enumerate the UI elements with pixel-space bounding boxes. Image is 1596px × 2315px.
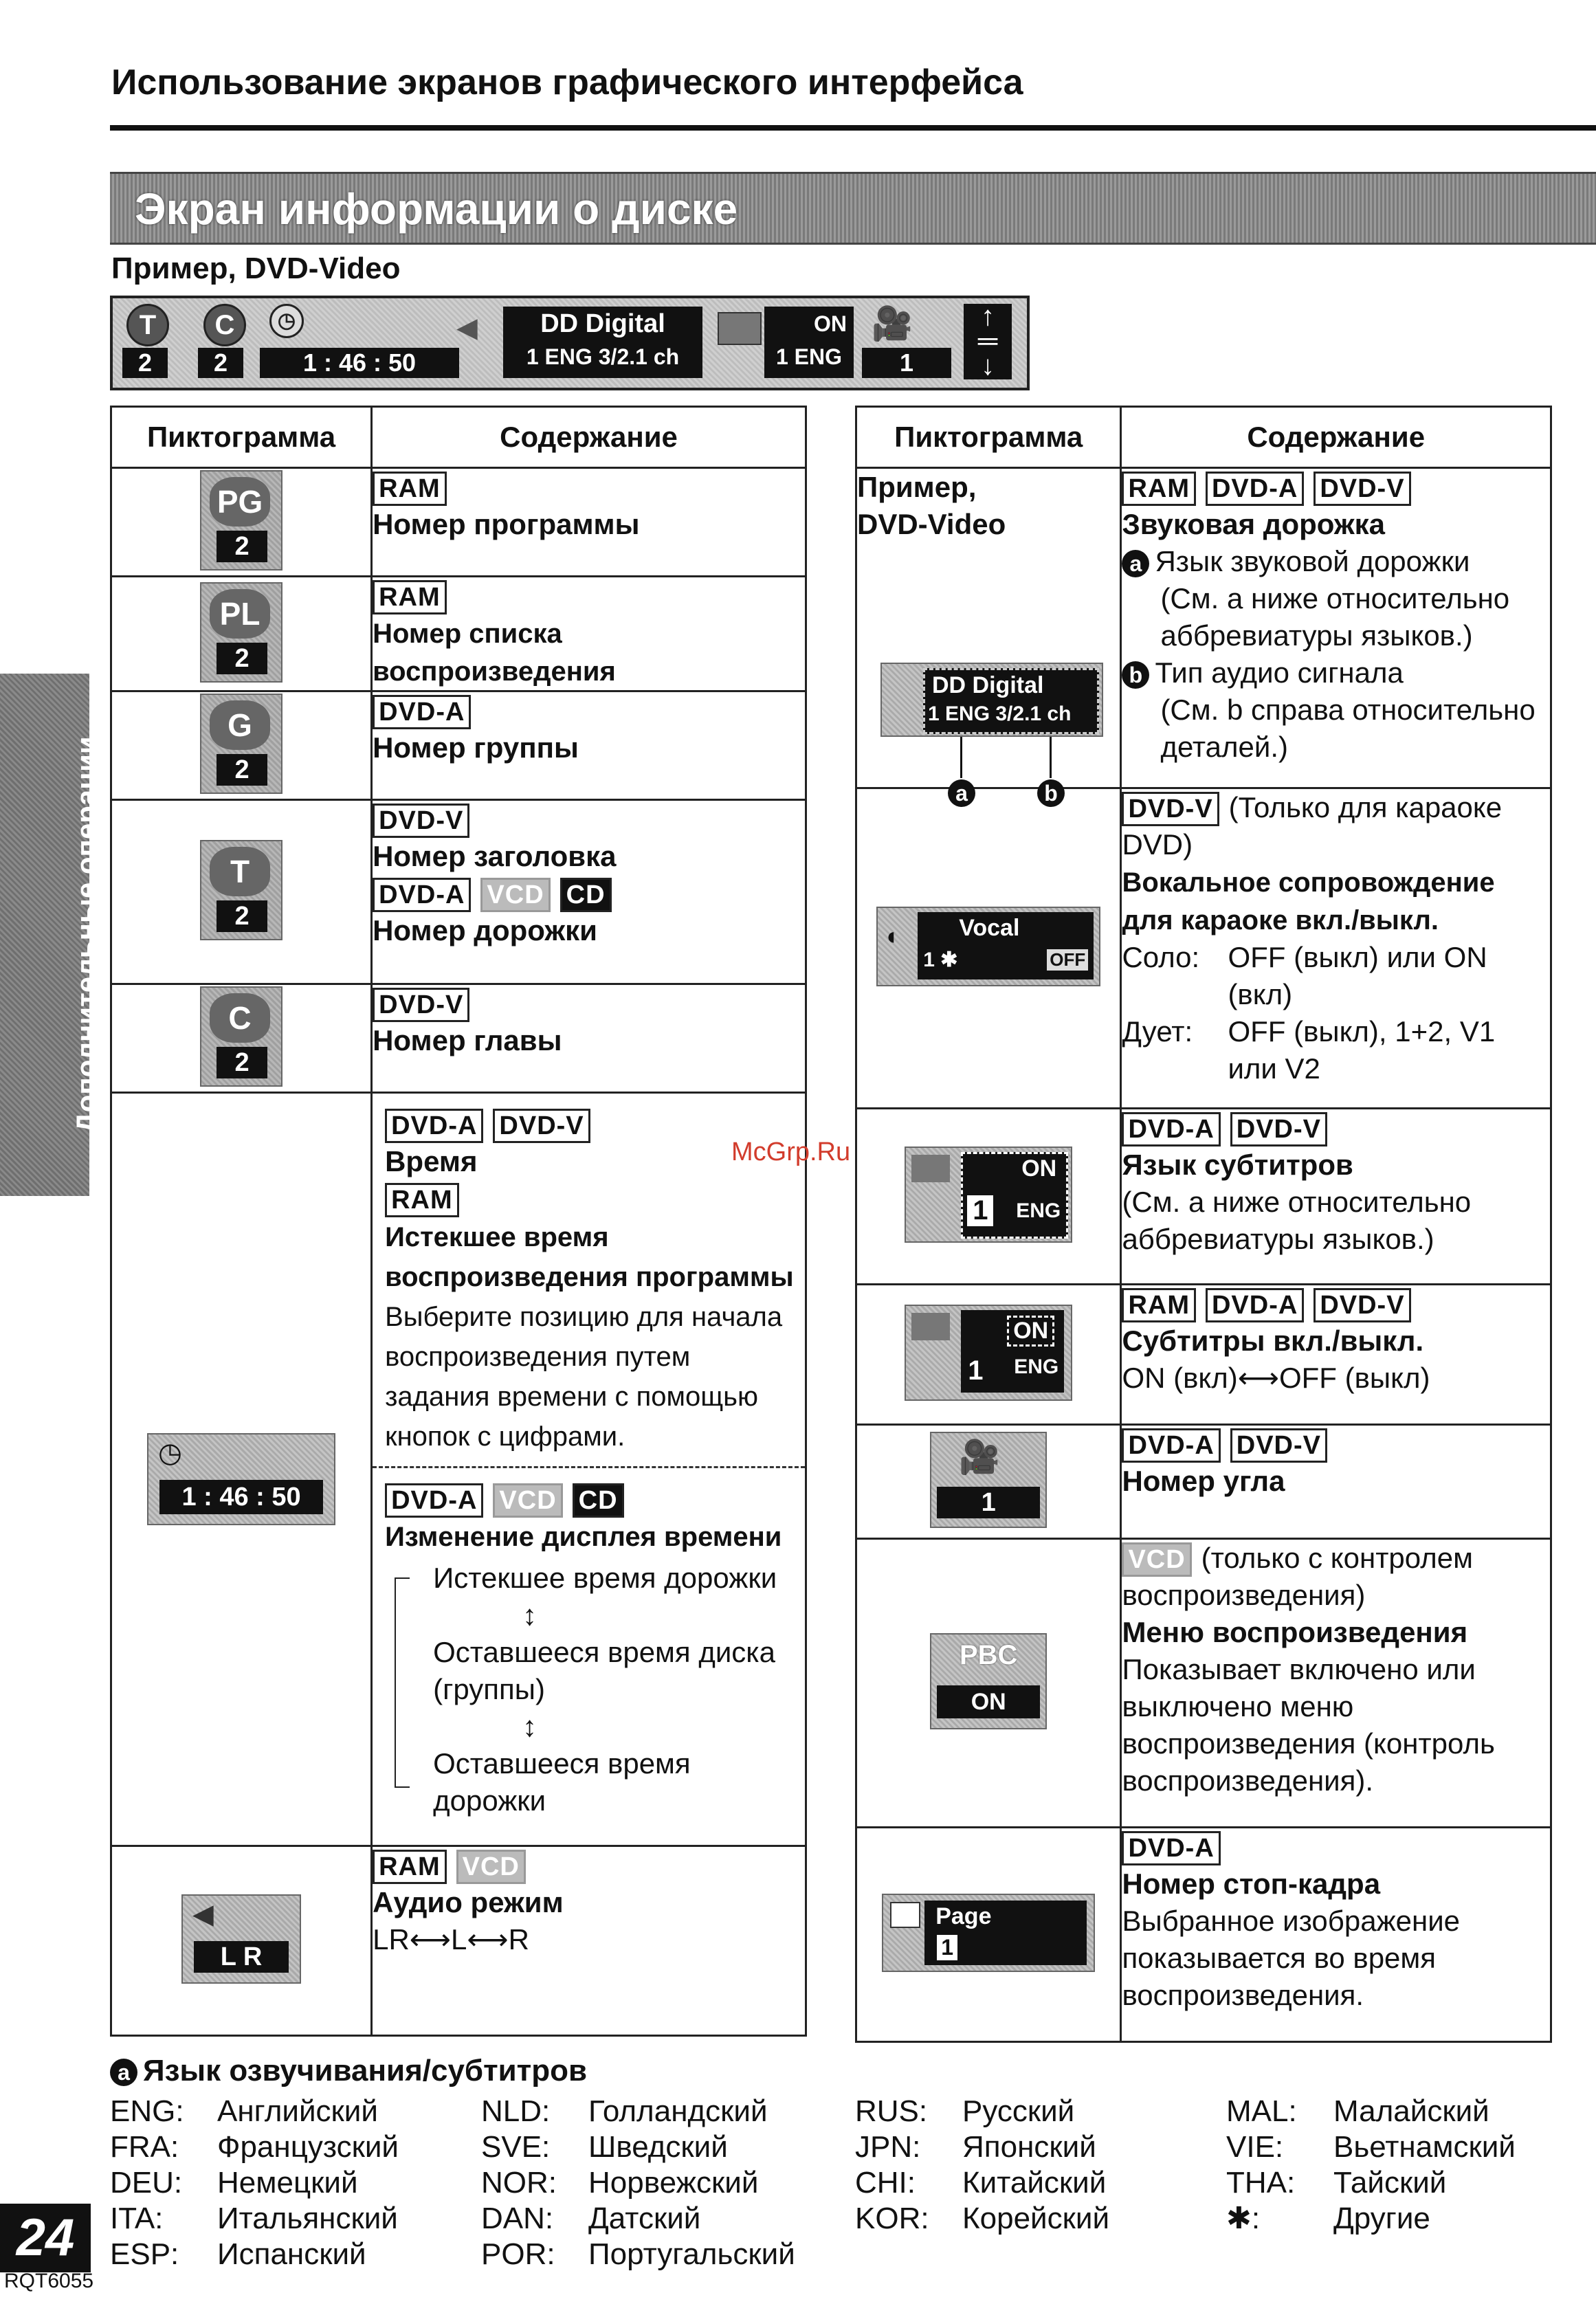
audio-lang-text: Язык звуковой дорожки — [1155, 545, 1470, 577]
badge-ram: RAM — [373, 580, 447, 614]
scroll-arrows-icon[interactable]: ↑ ═ ↓ — [964, 304, 1012, 379]
title-track-icon — [200, 840, 282, 940]
language-name: Другие — [1333, 2202, 1430, 2235]
badge-ram: RAM — [373, 1850, 447, 1884]
right-table — [855, 406, 1552, 2043]
time-icon-value: 1 : 46 : 50 — [159, 1480, 323, 1514]
side-tab — [0, 674, 102, 1196]
audio-track-panel — [880, 663, 1103, 737]
left-col-icon-header: Пиктограмма — [111, 407, 372, 468]
badge-dvd-a: DVD-A — [1122, 1428, 1220, 1463]
badge-vcd: VCD — [456, 1850, 526, 1884]
page-panel — [882, 1894, 1095, 1972]
left-col-content-header: Содержание — [372, 407, 806, 468]
language-name: Итальянский — [217, 2202, 398, 2235]
flow-arrow-icon: ↕ — [522, 1599, 537, 1631]
solo-value: OFF (выкл) или ON (вкл) — [1228, 941, 1487, 1010]
language-entry — [481, 2165, 795, 2201]
language-entry — [110, 2165, 399, 2201]
language-name: Испанский — [217, 2237, 366, 2271]
sub-onoff-eng: ENG — [1014, 1355, 1059, 1378]
subtitle-lang-label: Язык субтитров — [1122, 1149, 1353, 1181]
sub-lang-on: ON — [1021, 1155, 1057, 1182]
language-name: Корейский — [962, 2202, 1110, 2235]
badge-dvd-a: DVD-A — [1122, 1831, 1220, 1865]
vocal-label: Вокальное сопровождение для караоке вкл./выкл. — [1122, 867, 1495, 935]
subtitle-icon — [718, 312, 762, 345]
language-entry — [855, 2165, 1109, 2201]
subtitle-onoff-label: Субтитры вкл./выкл. — [1122, 1325, 1424, 1357]
language-name: Голландский — [588, 2094, 768, 2128]
time-text: Выберите позицию для начала воспроизведения путем задания времени с помощью кнопок с цифрами. — [385, 1302, 783, 1452]
page-panel-black — [924, 1901, 1087, 1965]
clock-small-icon: ◷ — [158, 1438, 182, 1468]
language-name: Датский — [588, 2202, 701, 2235]
duet-label: Дует: — [1122, 1015, 1193, 1048]
language-name: Немецкий — [217, 2166, 358, 2200]
language-entry — [481, 2201, 795, 2237]
status-angle: 1 — [862, 348, 951, 378]
language-entry — [481, 2129, 795, 2165]
vocal-panel-off: OFF — [1047, 949, 1088, 971]
subtitle-icon — [911, 1155, 950, 1182]
language-column-3 — [855, 2094, 1109, 2237]
badge-vcd: VCD — [1122, 1542, 1191, 1577]
badge-dvd-a: DVD-A — [385, 1109, 483, 1143]
language-name: Английский — [217, 2094, 378, 2128]
audio-track-label: Звуковая дорожка — [1122, 508, 1386, 540]
language-code: VIE: — [1226, 2130, 1284, 2164]
program-icon-symbol: PG — [210, 477, 270, 527]
badge-vcd: VCD — [493, 1483, 562, 1518]
pbc-panel-bottom: ON — [937, 1685, 1040, 1718]
time-label: Время — [385, 1145, 478, 1177]
language-code: NOR: — [481, 2166, 557, 2200]
languages-title — [110, 2054, 587, 2088]
language-entry — [1226, 2165, 1516, 2201]
time-icon — [147, 1433, 335, 1525]
badge-ram: RAM — [385, 1183, 459, 1217]
audio-mode-icon — [181, 1894, 301, 1984]
row-label: Номер списка воспроизведения — [373, 619, 616, 687]
status-time: 1 : 46 : 50 — [260, 348, 459, 378]
callout-line-a — [960, 737, 962, 778]
language-code: ENG: — [110, 2094, 184, 2128]
angle-panel-num: 1 — [937, 1487, 1040, 1518]
audio-mode-label: Аудио режим — [373, 1886, 564, 1918]
audio-type-note: (См. b справа относительно деталей.) — [1160, 694, 1536, 763]
example-label: Пример, DVD-Video — [111, 252, 401, 285]
status-sub-top: ON — [814, 311, 847, 336]
solo-label: Соло: — [1122, 941, 1200, 973]
language-column-1 — [110, 2094, 399, 2272]
flow-step-1: Истекшее время дорожки — [433, 1562, 777, 1594]
badge-dvd-a: DVD-A — [1206, 1288, 1304, 1322]
language-name: Японский — [962, 2130, 1096, 2164]
vocal-panel-black — [918, 912, 1094, 979]
badge-dvd-a: DVD-A — [1122, 1112, 1220, 1147]
badge-dvd-v: DVD-V — [373, 988, 469, 1022]
language-code: SVE: — [481, 2130, 551, 2164]
program-icon-number: 2 — [217, 531, 267, 562]
language-code: RUS: — [855, 2094, 928, 2128]
right-col-icon-header: Пиктограмма — [856, 407, 1121, 468]
chapter-icon-symbol: C — [210, 993, 270, 1043]
badge-dvd-v: DVD-V — [373, 804, 469, 838]
language-name: Шведский — [588, 2130, 728, 2164]
subtitle-lang-black — [961, 1152, 1068, 1239]
pbc-note: (только с контролем воспроизведения) — [1122, 1542, 1473, 1611]
angle-panel — [930, 1432, 1047, 1528]
status-title-number: 2 — [122, 348, 168, 378]
group-icon — [200, 694, 282, 794]
side-tab-label: Дополнительные операции — [70, 736, 102, 1133]
flow-step-2: Оставшееся время диска (группы) — [433, 1636, 775, 1705]
audio-panel-top: DD Digital — [932, 672, 1044, 698]
sub-onoff-num: 1 — [968, 1355, 984, 1386]
duet-value: OFF (выкл), 1+2, V1 или V2 — [1228, 1015, 1496, 1085]
language-entry — [481, 2094, 795, 2129]
subtitle-onoff-black — [961, 1310, 1064, 1393]
pbc-text: Показывает включено или выключено меню воспроизведения (контроль воспроизведения). — [1122, 1653, 1495, 1797]
language-name: Тайский — [1333, 2166, 1447, 2200]
status-sub-bottom: 1 ENG — [775, 344, 843, 369]
vocal-note: (Только для караоке DVD) — [1122, 791, 1503, 861]
badge-dvd-v: DVD-V — [1230, 1112, 1327, 1147]
badge-ram: RAM — [373, 472, 447, 506]
speaker-icon: ◀ — [192, 1899, 214, 1929]
status-audio-top: DD Digital — [540, 309, 665, 338]
badge-dvd-v: DVD-V — [1230, 1428, 1327, 1463]
status-bar — [110, 296, 1030, 390]
vocal-panel-title: Vocal — [959, 915, 1020, 941]
page-number: 24 — [0, 2204, 91, 2272]
languages-title-text: Язык озвучивания/субтитров — [143, 2054, 588, 2087]
audio-panel-black — [923, 668, 1099, 734]
subtitle-onoff-panel — [905, 1305, 1072, 1401]
language-code: JPN: — [855, 2130, 921, 2164]
angle-icon: 🎥 — [872, 306, 913, 342]
page-title: Использование экранов графического интерфейса — [111, 63, 1023, 102]
title-icon-symbol: T — [210, 847, 270, 896]
badge-dvd-v: DVD-V — [493, 1109, 590, 1143]
cycle-bracket — [395, 1577, 410, 1788]
language-entry — [110, 2129, 399, 2165]
pbc-panel — [930, 1633, 1047, 1729]
language-code: CHI: — [855, 2166, 916, 2200]
pbc-label: Меню воспроизведения — [1122, 1616, 1468, 1648]
left-table — [110, 406, 807, 2037]
page-text: Выбранное изображение показывается во время воспроизведения. — [1122, 1905, 1461, 2011]
callout-a: a — [948, 779, 975, 807]
vocal-panel — [876, 907, 1100, 986]
section-title: Экран информации о диске — [135, 184, 738, 234]
sub-lang-eng: ENG — [1016, 1199, 1061, 1222]
title-icon: T — [126, 304, 169, 346]
sub-lang-num: 1 — [967, 1195, 993, 1226]
badge-ram: RAM — [1122, 1288, 1196, 1322]
status-audio-bottom: 1 ENG 3/2.1 ch — [526, 344, 680, 369]
page-panel-text: Page — [935, 1903, 992, 1929]
row-label: Номер главы — [373, 1024, 562, 1056]
playlist-icon — [200, 582, 282, 683]
language-entry — [110, 2094, 399, 2129]
time-label-3: Изменение дисплея времени — [385, 1522, 782, 1552]
speaker-icon: ◀ — [456, 313, 478, 343]
vocal-panel-num: 1 ✱ — [923, 949, 958, 971]
time-label-2: Истекшее время воспроизведения программы — [385, 1222, 794, 1292]
audio-panel-bottom: 1 ENG 3/2.1 ch — [928, 702, 1072, 725]
audio-type-text: Тип аудио сигнала — [1155, 656, 1404, 689]
subtitle-lang-note: (См. a ниже относительно аббревиатуры языков.) — [1122, 1186, 1472, 1255]
subtitle-lang-panel — [905, 1147, 1072, 1243]
language-entry — [855, 2201, 1109, 2237]
title-icon-number: 2 — [217, 900, 267, 932]
language-entry — [110, 2201, 399, 2237]
language-name: Норвежский — [588, 2166, 759, 2200]
audio-mode-flow: LR⟷L⟷R — [373, 1923, 529, 1956]
language-entry — [1226, 2094, 1516, 2129]
group-icon-symbol: G — [210, 700, 270, 750]
badge-dvd-a: DVD-A — [373, 695, 471, 729]
subtitle-onoff-text: ON (вкл)⟷OFF (выкл) — [1122, 1362, 1430, 1394]
badge-dvd-a: DVD-A — [1206, 472, 1304, 506]
subtitle-icon — [911, 1313, 950, 1340]
doc-code: RQT6055 — [4, 2270, 94, 2292]
status-audio — [503, 307, 702, 378]
language-entry — [855, 2094, 1109, 2129]
language-name: Русский — [962, 2094, 1075, 2128]
badge-cd: CD — [560, 878, 612, 912]
playlist-icon-symbol: PL — [210, 589, 270, 639]
language-entry — [1226, 2129, 1516, 2165]
playlist-icon-number: 2 — [217, 643, 267, 674]
marker-b: b — [1122, 661, 1149, 689]
time-display-cycle — [385, 1560, 794, 1819]
row-label: Номер программы — [373, 508, 640, 540]
language-entry — [855, 2129, 1109, 2165]
audio-mode-icon-text: L R — [194, 1941, 289, 1973]
badge-cd: CD — [573, 1483, 624, 1518]
chapter-icon-number: 2 — [217, 1047, 267, 1078]
badge-dvd-v: DVD-V — [1314, 472, 1410, 506]
sub-onoff-on: ON — [1007, 1316, 1054, 1347]
language-code: MAL: — [1226, 2094, 1297, 2128]
language-column-2 — [481, 2094, 795, 2272]
language-name: Французский — [217, 2130, 399, 2164]
language-code: ITA: — [110, 2202, 164, 2235]
right-col-content-header: Содержание — [1121, 407, 1551, 468]
audio-lang-note: (См. a ниже относительно аббревиатуры языков.) — [1160, 582, 1510, 652]
page-label: Номер стоп-кадра — [1122, 1868, 1381, 1900]
language-entry — [1226, 2201, 1516, 2237]
row-label: Номер заголовка — [373, 840, 617, 872]
watermark: McGrp.Ru — [731, 1138, 851, 1166]
angle-label: Номер угла — [1122, 1465, 1285, 1497]
badge-dvd-v: DVD-V — [1122, 792, 1219, 826]
still-picture-icon — [890, 1902, 920, 1928]
chapter-icon: C — [203, 304, 246, 346]
language-column-4 — [1226, 2094, 1516, 2237]
languages-marker: a — [110, 2059, 137, 2086]
language-code: DAN: — [481, 2202, 554, 2235]
page-panel-num: 1 — [937, 1935, 957, 1960]
callout-b: b — [1037, 779, 1065, 807]
clock-icon: ◷ — [269, 304, 304, 338]
group-icon-number: 2 — [217, 754, 267, 786]
title-rule — [110, 125, 1596, 131]
language-name: Вьетнамский — [1333, 2130, 1516, 2164]
callout-line-b — [1050, 737, 1052, 778]
angle-camera-icon: 🎥 — [959, 1439, 1000, 1476]
status-chapter-number: 2 — [198, 348, 243, 378]
language-code: NLD: — [481, 2094, 551, 2128]
language-name: Португальский — [588, 2237, 795, 2271]
language-entry — [110, 2237, 399, 2272]
language-code: THA: — [1226, 2166, 1296, 2200]
audio-example-label: Пример, DVD-Video — [857, 471, 1006, 540]
status-subtitle — [764, 307, 854, 378]
badge-vcd: VCD — [480, 878, 550, 912]
row-label-2: Номер дорожки — [373, 914, 597, 946]
marker-a: a — [1122, 550, 1149, 577]
language-entry — [481, 2237, 795, 2272]
language-name: Китайский — [962, 2166, 1107, 2200]
flow-step-3: Оставшееся время дорожки — [433, 1747, 691, 1817]
badge-ram: RAM — [1122, 472, 1196, 506]
row-label: Номер группы — [373, 731, 579, 764]
mic-icon: ◖ — [883, 922, 898, 950]
chapter-row-icon — [200, 986, 282, 1087]
badge-dvd-a: DVD-A — [373, 878, 471, 912]
pbc-panel-top: PBC — [959, 1640, 1018, 1670]
program-icon — [200, 470, 282, 571]
language-name: Малайский — [1333, 2094, 1489, 2128]
language-code: POR: — [481, 2237, 555, 2271]
language-code: ✱: — [1226, 2202, 1261, 2235]
badge-dvd-v: DVD-V — [1314, 1288, 1410, 1322]
language-code: FRA: — [110, 2130, 179, 2164]
language-code: DEU: — [110, 2166, 183, 2200]
section-banner — [110, 172, 1596, 245]
language-code: ESP: — [110, 2237, 179, 2271]
badge-dvd-a: DVD-A — [385, 1483, 483, 1518]
language-code: KOR: — [855, 2202, 929, 2235]
flow-arrow-icon: ↕ — [522, 1710, 537, 1742]
